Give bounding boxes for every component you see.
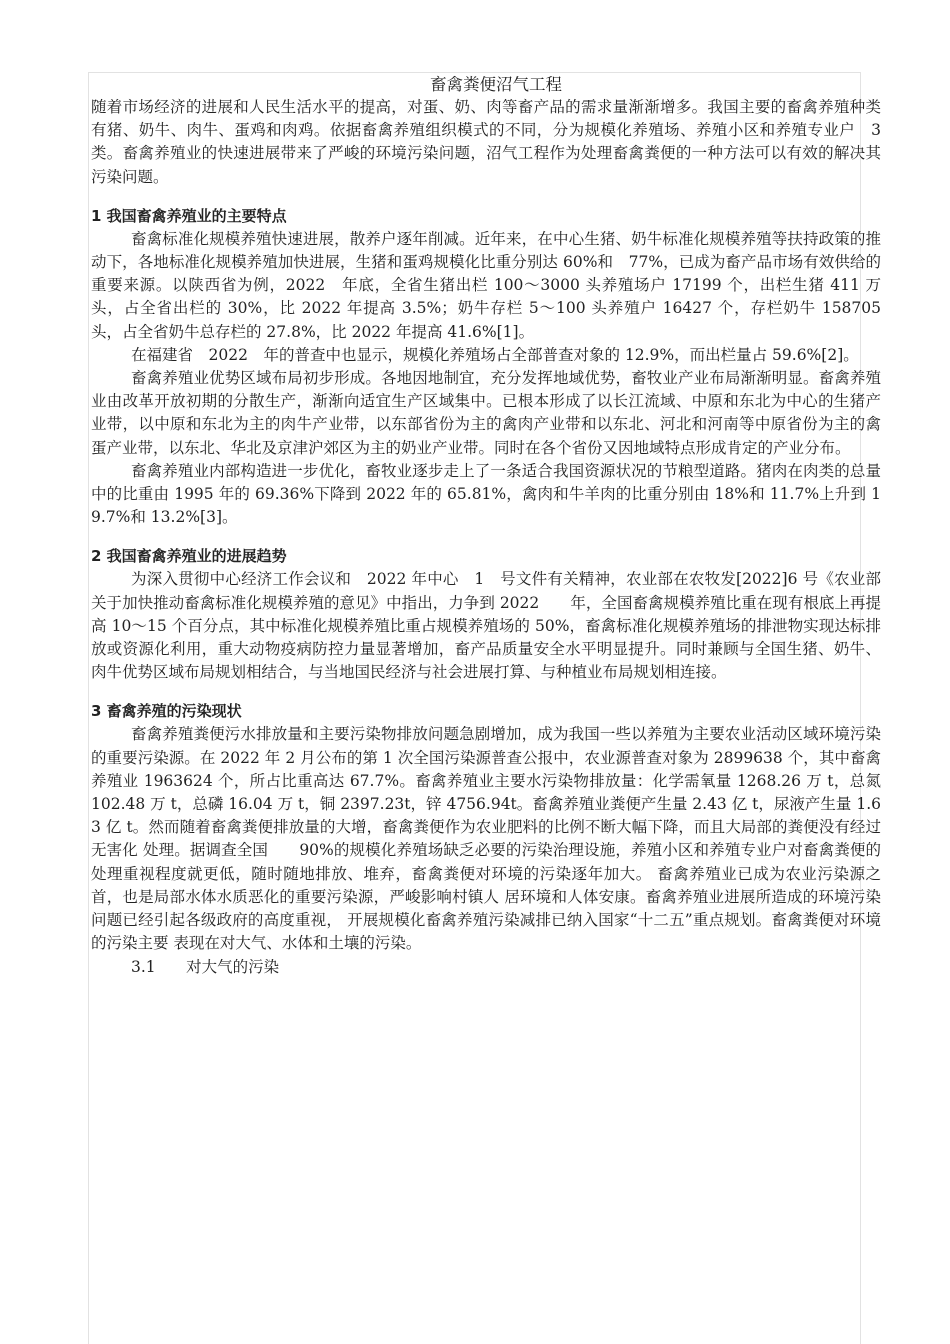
section-2-heading: 2 我国畜禽养殖业的进展趋势 [91,547,287,566]
section-2-paragraph-1: 为深入贯彻中心经济工作会议和 2022 年中心 1 号文件有关精神，农业部在农牧发[2022]6 号《农业部关于加快推动畜禽标准化规模养殖的意见》中指出，力争到 2022 年，全国畜禽规模养殖比重在现有根底上再提高 10～15 个百分点，其中标准化规模养殖比重占规模养殖场的 50%，畜禽标准化规模养殖场的排泄物实现达标排放或资源化利用，重大动物疫病防控力量显著增加，畜产品质量安全水平明显提升。同时兼顾与全国生猪、奶牛、肉牛优势区域布局规划相结合，与当地国民经济与社会进展打算、与种植业布局规划相连接。 [91,570,881,682]
intro-paragraph: 随着市场经济的进展和人民生活水平的提高，对蛋、奶、肉等畜产品的需求量渐渐增多。我国主要的畜禽养殖种类有猪、奶牛、肉牛、蛋鸡和肉鸡。依据畜禽养殖组织模式的不同，分为规模化养殖场、养殖小区和养殖专业户 3 类。畜禽养殖业的快速进展带来了严峻的环境污染问题，沼气工程作为处理畜禽粪便的一种方法可以有效的解决其污染问题。 [91,98,897,186]
section-1-paragraph-4: 畜禽养殖业内部构造进一步优化，畜牧业逐步走上了一条适合我国资源状况的节粮型道路。猪肉在肉类的总量中的比重由 1995 年的 69.36%下降到 2022 年的 65.81%，禽肉和牛羊肉的比重分别由 18%和 11.7%上升到 19.7%和 13.2%[3]。 [91,461,881,527]
section-3-paragraph-1: 畜禽养殖粪便污水排放量和主要污染物排放问题急剧增加，成为我国一些以养殖为主要农业活动区域环境污染的重要污染源。在 2022 年 2 月公布的第 1 次全国污染源普查公报中，农业源普查对象为 2899638 个，其中畜禽养殖业 1963624 个，所占比重高达 67.7%。畜禽养殖业主要水污染物排放量：化学需氧量 1268.26 万 t，总氮 102.48 万 t，总磷 16.04 万 t，铜 2397.23t，锌 4756.94t。畜禽养殖业粪便产生量 2.43 亿 t，尿液产生量 1.63 亿 t。然而随着畜禽粪便排放量的大增，畜禽粪便作为农业肥料的比例不断大幅下降，而且大局部的粪便没有经过无害化 处理。据调查全国 90%的规模化养殖场缺乏必要的污染治理设施，养殖小区和养殖专业户对畜禽粪便的处理重视程度就更低，随时随地排放、堆弃，畜禽粪便对环境的污染逐年加大。 畜禽养殖业已成为农业污染源之首，也是局部水体水质恶化的重要污染源，严峻影响村镇人 居环境和人体安康。畜禽养殖业进展所造成的环境污染问题已经引起各级政府的高度重视， 开展规模化畜禽养殖污染减排已纳入国家“十二五”重点规划。畜禽粪便对环境的污染主要 表现在对大气、水体和土壤的污染。 [91,725,881,953]
document-title: 畜禽粪便沼气工程 [430,75,562,94]
subsection-3-1-heading: 3.1 对大气的污染 [131,957,280,976]
section-1-paragraph-3: 畜禽养殖业优势区域布局初步形成。各地因地制宜，充分发挥地域优势，畜牧业产业布局渐渐明显。畜禽养殖业由改革开放初期的分散生产，渐渐向适宜生产区域集中。已根本形成了以长江流域、中原和东北为中心的生猪产业带，以中原和东北为主的肉牛产业带，以东部省份为主的禽肉产业带和以东北、河北和河南等中原省份为主的禽蛋产业带，以东北、华北及京津沪郊区为主的奶业产业带。同时在各个省份又因地域特点形成肯定的产业分布。 [91,369,881,457]
document-body [91,74,897,979]
section-1-heading: 1 我国畜禽养殖业的主要特点 [91,206,287,225]
section-1-paragraph-2: 在福建省 2022 年的普查中也显示，规模化养殖场占全部普查对象的 12.9%，而出栏量占 59.6%[2]。 [131,345,859,364]
section-3-heading: 3 畜禽养殖的污染现状 [91,702,242,721]
section-1-paragraph-1: 畜禽标准化规模养殖快速进展，散养户逐年削减。近年来，在中心生猪、奶牛标准化规模养殖等扶持政策的推动下，各地标准化规模养殖加快进展，生猪和蛋鸡规模化比重分别达 60%和 77%，已成为畜产品市场有效供给的重要来源。以陕西省为例，2022 年底，全省生猪出栏 100～3000 头养殖场户 17199 个，出栏生猪 411 万头，占全省出栏的 30%，比 2022 年提高 3.5%；奶牛存栏 5～100 头养殖户 16427 个，存栏奶牛 158705 头，占全省奶牛总存栏的 27.8%，比 2022 年提高 41.6%[1]。 [91,229,881,341]
